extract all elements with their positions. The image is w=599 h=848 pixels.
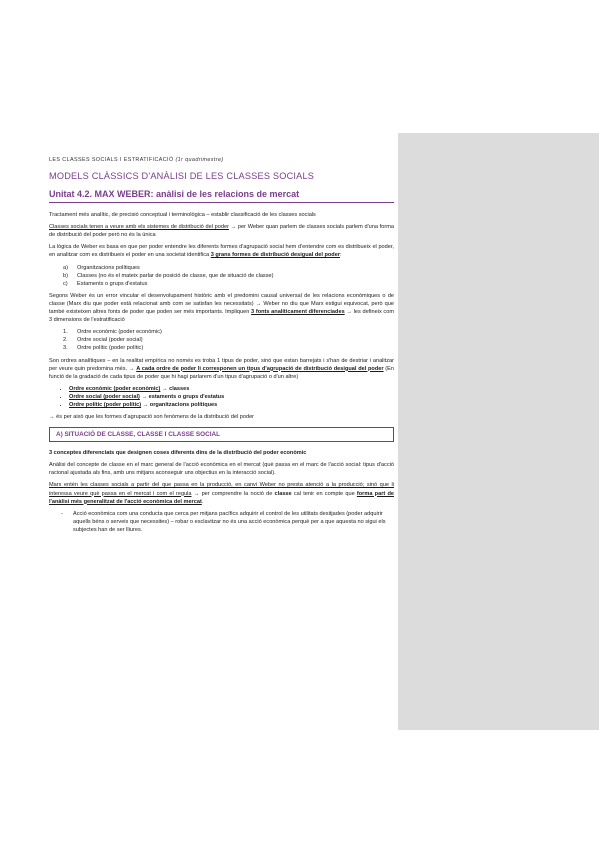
comment-pane — [398, 133, 599, 730]
running-head-term: (1r quadrimestre) — [175, 157, 224, 163]
unit-title: Unitat 4.2. MAX WEBER: anàlisi de les relacions de mercat — [49, 189, 394, 203]
section-a-paragraph-2: Anàlisi del concepte de classe en el marc general de l'acció econòmica en el mercat (què passa en el marc de l'acció social: tipus d'acció racional ajustada als fins, amb uns mitjans aconseguir uns objectius en la interacció social). — [49, 462, 394, 477]
paragraph-1: Tractament més analític, de precisió conceptual i terminològica – establir classificació de les classes socials — [49, 212, 316, 219]
list-item: 2. Ordre social (poder social) — [63, 337, 143, 344]
paragraph-6: → és per això que les formes d'agrupació son fenòmens de la distribució del poder — [49, 414, 255, 421]
orders-bullet-list — [49, 385, 394, 409]
section-a-dash-list — [49, 510, 394, 534]
list-item: a) Organitzacions polítiques — [63, 264, 140, 271]
running-head: LES CLASSES SOCIALS I ESTRATIFICACIÓ (1r quadrimestre) — [49, 157, 224, 163]
section-a-heading: A) SITUACIÓ DE CLASSE, CLASSE I CLASSE SOCIAL — [49, 427, 394, 442]
orders-list — [49, 328, 394, 352]
list-item: 3. Ordre polític (poder polític) — [63, 345, 144, 352]
list-item: • Ordre econòmic (poder econòmic) → classes — [69, 385, 394, 393]
paragraph-4: Segons Weber és un error vincular el desenvolupament històric amb el predomini causal universal de les relacions econòmiques o de classe (Marx diu que poder està relacionat amb com se satisfan les necessitats) → Weber no diu que Marx estigui equivocat, però que també existeixen altres fonts de poder que poden ser més importants. Impliquen 3 fonts analíticament diferenciades → les defineix com 3 dimensions de l'estratificació — [49, 292, 394, 324]
list-item: - Acció econòmica com una conducta que cerca per mitjans pacífics adquirir el control de les utilitats desitjades (poder adquirir aquells béns o serveis que necessites) – robar o esclavitzar no és una acció econòmica perquè per a que aquesta no sigui els subjectes han de ser lliures. — [61, 510, 386, 533]
section-a-paragraph-1: 3 conceptes diferenciats que designen coses diferents dins de la distribució del poder econòmic — [49, 450, 307, 457]
model-title: MODELS CLÀSSICS D'ANÀLISI DE LES CLASSES SOCIALS — [49, 171, 315, 182]
section-a-paragraph-3: Marx entén les classes socials a partir del que passa en la producció, en canvi Weber no presta atenció a la producció; sinó que li interessa veure què passa en el mercat i com el regula → per comprendre la noció de classe cal tenir en compte que forma part de l'anàlisi més generalitzat de l'acció econòmica del mercat. — [49, 482, 394, 505]
paragraph-3: La lògica de Weber es basa en que per poder entendre les diferents formes d'agrupació social hem d'entendre com es distribueix el poder, en analitzar com es distribueix el poder en una societat identifica 3 grans formes de distribució desigual del poder: — [49, 244, 394, 259]
list-item: c) Estaments o grups d'estatus — [63, 280, 148, 287]
list-item: b) Classes (no és el mateix parlar de posició de classe, que de situació de classe) — [63, 272, 274, 279]
list-item: • Ordre polític (poder polític) → organitzacions polítiques — [69, 401, 394, 409]
paragraph-2: Classes socials tenen a veure amb els sistemes de distribució del poder → per Weber quan parlem de classes socials parlem d'una forma de distribució del poder però no és la única — [49, 224, 395, 239]
paragraph-5: Son ordres analítiques – en la realitat empírica no només es troba 1 tipus de poder, sinó que estan barrejats i s'han de destriar i analitzar per veure quin predomina més. → A cada ordre de poder li corresponen un tipus d'agrupació de distribució desigual del poder (En funció de la gradació de cada tipus de poder que hi hagi parlarem d'un tipus d'agrupació o d'un altre) — [49, 357, 395, 380]
list-item: • Ordre social (poder social) → estaments o grups d'estatus — [69, 393, 394, 401]
document-content — [49, 156, 394, 538]
list-item: 1. Ordre econòmic (poder econòmic) — [63, 329, 162, 336]
power-forms-list — [49, 264, 394, 288]
